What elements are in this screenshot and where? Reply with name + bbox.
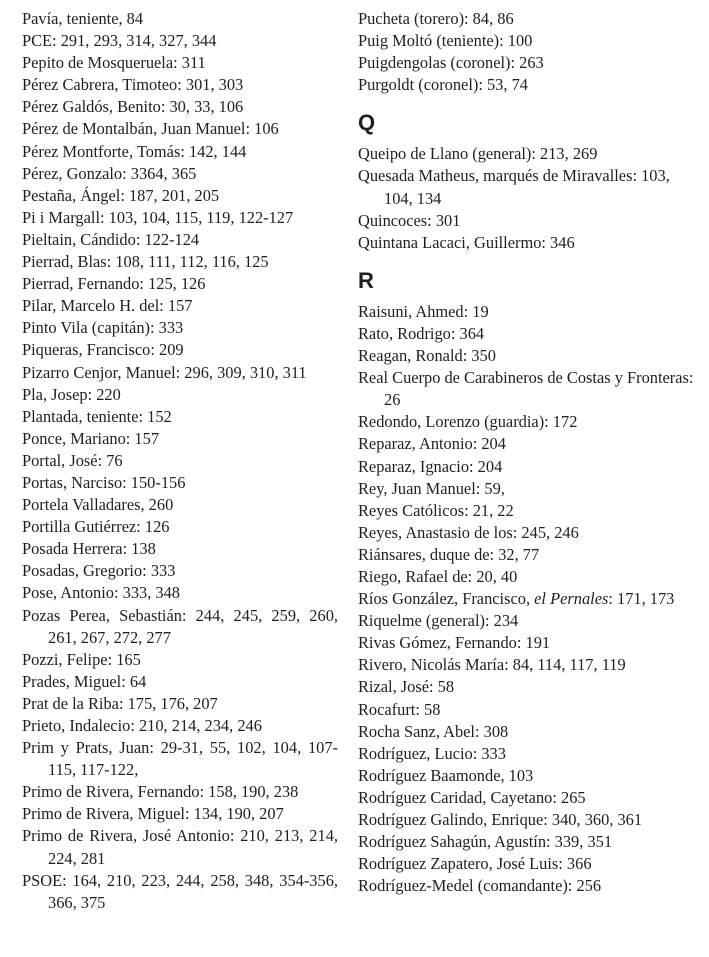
index-entry: Pilar, Marcelo H. del: 157 (22, 296, 193, 316)
index-entry: Portal, José: 76 (22, 450, 123, 470)
index-entry: Riego, Rafael de: 20, 40 (358, 566, 518, 586)
index-entry: Rocafurt: 58 (358, 699, 441, 719)
index-entry: Riquelme (general): 234 (358, 611, 519, 631)
index-entry: Prat de la Riba: 175, 176, 207 (22, 693, 218, 713)
index-entry: Pierrad, Fernando: 125, 126 (22, 274, 206, 294)
index-entry: Piqueras, Francisco: 209 (22, 340, 184, 360)
index-entry: Rodríguez Zapatero, José Luis: 366 (358, 854, 592, 874)
index-entry: Pinto Vila (capitán): 333 (22, 318, 184, 338)
index-entry: Rodríguez, Lucio: 333 (358, 743, 506, 763)
index-entry: Pizarro Cenjor, Manuel: 296, 309, 310, 311 (22, 362, 307, 382)
entry-alias: el Pernales (534, 589, 609, 609)
index-entry: Rato, Rodrigo: 364 (358, 323, 485, 343)
index-column-right (358, 8, 698, 897)
index-entry: Queipo de Llano (general): 213, 269 (358, 144, 598, 164)
index-entry: Rodríguez-Medel (comandante): 256 (358, 876, 602, 896)
index-entry: Prieto, Indalecio: 210, 214, 234, 246 (22, 716, 262, 735)
index-entry: Riánsares, duque de: 32, 77 (358, 544, 540, 564)
index-entry: Puigdengolas (coronel): 263 (358, 53, 544, 73)
index-entry: Purgoldt (coronel): 53, 74 (358, 75, 528, 95)
index-entry: Pozas Perea, Sebastián: 244, 245, 259, 260, 261, 267, 272, 277 (22, 605, 338, 647)
index-entry: Quincoces: 301 (358, 210, 461, 230)
index-entry: Pi i Margall: 103, 104, 115, 119, 122-127 (22, 207, 294, 227)
index-entry: Reagan, Ronald: 350 (358, 346, 496, 366)
index-entry: Portela Valladares, 260 (22, 495, 174, 515)
index-entry: Pierrad, Blas: 108, 111, 112, 116, 125 (22, 252, 269, 272)
index-entry: Pestaña, Ángel: 187, 201, 205 (22, 185, 220, 205)
index-entry: Prim y Prats, Juan: 29-31, 55, 102, 104, 107-115, 117-122, (22, 738, 338, 780)
index-entry: Primo de Rivera, Miguel: 134, 190, 207 (22, 804, 284, 824)
entry-name: Ríos González, Francisco, (358, 589, 535, 609)
index-entry: Rizal, José: 58 (358, 677, 455, 697)
index-entry: Ponce, Mariano: 157 (22, 428, 160, 448)
index-entry: Primo de Rivera, José Antonio: 210, 213, 214, 224, 281 (22, 826, 338, 868)
index-entry: Pepito de Mosqueruela: 311 (22, 53, 206, 73)
index-entry: Reyes, Anastasio de los: 245, 246 (358, 522, 579, 542)
index-entry: Portilla Gutiérrez: 126 (22, 517, 170, 537)
index-entry: Rodríguez Baamonde, 103 (358, 765, 534, 785)
index-column-left (22, 8, 338, 914)
index-entry: Pérez Cabrera, Timoteo: 301, 303 (22, 75, 244, 95)
index-entry: Rodríguez Sahagún, Agustín: 339, 351 (358, 832, 613, 852)
index-entry: Rodríguez Galindo, Enrique: 340, 360, 361 (358, 810, 643, 829)
index-entry: Quesada Matheus, marqués de Miravalles: 103, 104, 134 (358, 166, 670, 208)
index-entry: Redondo, Lorenzo (guardia): 172 (358, 412, 578, 432)
index-entry: PSOE: 164, 210, 223, 244, 258, 348, 354-356, 366, 375 (22, 870, 338, 912)
index-entry: Posadas, Gregorio: 333 (22, 561, 176, 581)
index-entry: Reparaz, Antonio: 204 (358, 434, 506, 454)
index-entry: Prades, Miguel: 64 (22, 671, 147, 691)
index-entry: Reyes Católicos: 21, 22 (358, 500, 514, 520)
index-entry: Rodríguez Caridad, Cayetano: 265 (358, 787, 586, 807)
index-entry: Pieltain, Cándido: 122-124 (22, 229, 200, 249)
index-entry: Posada Herrera: 138 (22, 539, 156, 559)
index-entry: Pla, Josep: 220 (22, 384, 121, 404)
index-entry: Portas, Narciso: 150-156 (22, 472, 186, 492)
index-entry: Rivas Gómez, Fernando: 191 (358, 633, 551, 653)
index-entry: Primo de Rivera, Fernando: 158, 190, 238 (22, 782, 299, 802)
index-entry: Pérez Galdós, Benito: 30, 33, 106 (22, 97, 244, 117)
section-letter-q: Q (358, 110, 376, 136)
index-entry: Pucheta (torero): 84, 86 (358, 9, 514, 28)
entry-pages: : 171, 173 (608, 589, 675, 609)
index-entry: PCE: 291, 293, 314, 327, 344 (22, 31, 217, 51)
index-entry: Plantada, teniente: 152 (22, 406, 172, 426)
index-entry: Pérez de Montalbán, Juan Manuel: 106 (22, 119, 279, 139)
index-entry: Pozzi, Felipe: 165 (22, 649, 141, 669)
index-entry: Real Cuerpo de Carabineros de Costas y Fronteras: 26 (358, 368, 694, 410)
index-entry: Quintana Lacaci, Guillermo: 346 (358, 232, 575, 252)
index-entry: Rey, Juan Manuel: 59, (358, 478, 505, 498)
section-letter-r: R (358, 267, 374, 293)
index-entry: Pérez Montforte, Tomás: 142, 144 (22, 141, 247, 161)
index-entry: Raisuni, Ahmed: 19 (358, 301, 489, 321)
index-entry: Reparaz, Ignacio: 204 (358, 456, 503, 476)
index-entry: Pérez, Gonzalo: 3364, 365 (22, 163, 197, 183)
index-entry: Pavía, teniente, 84 (22, 9, 144, 28)
index-entry: Puig Moltó (teniente): 100 (358, 31, 533, 51)
index-entry: Pose, Antonio: 333, 348 (22, 583, 180, 603)
index-entry-pernales (358, 588, 698, 610)
index-entry: Rocha Sanz, Abel: 308 (358, 721, 509, 741)
index-entry: Rivero, Nicolás María: 84, 114, 117, 119 (358, 655, 626, 675)
